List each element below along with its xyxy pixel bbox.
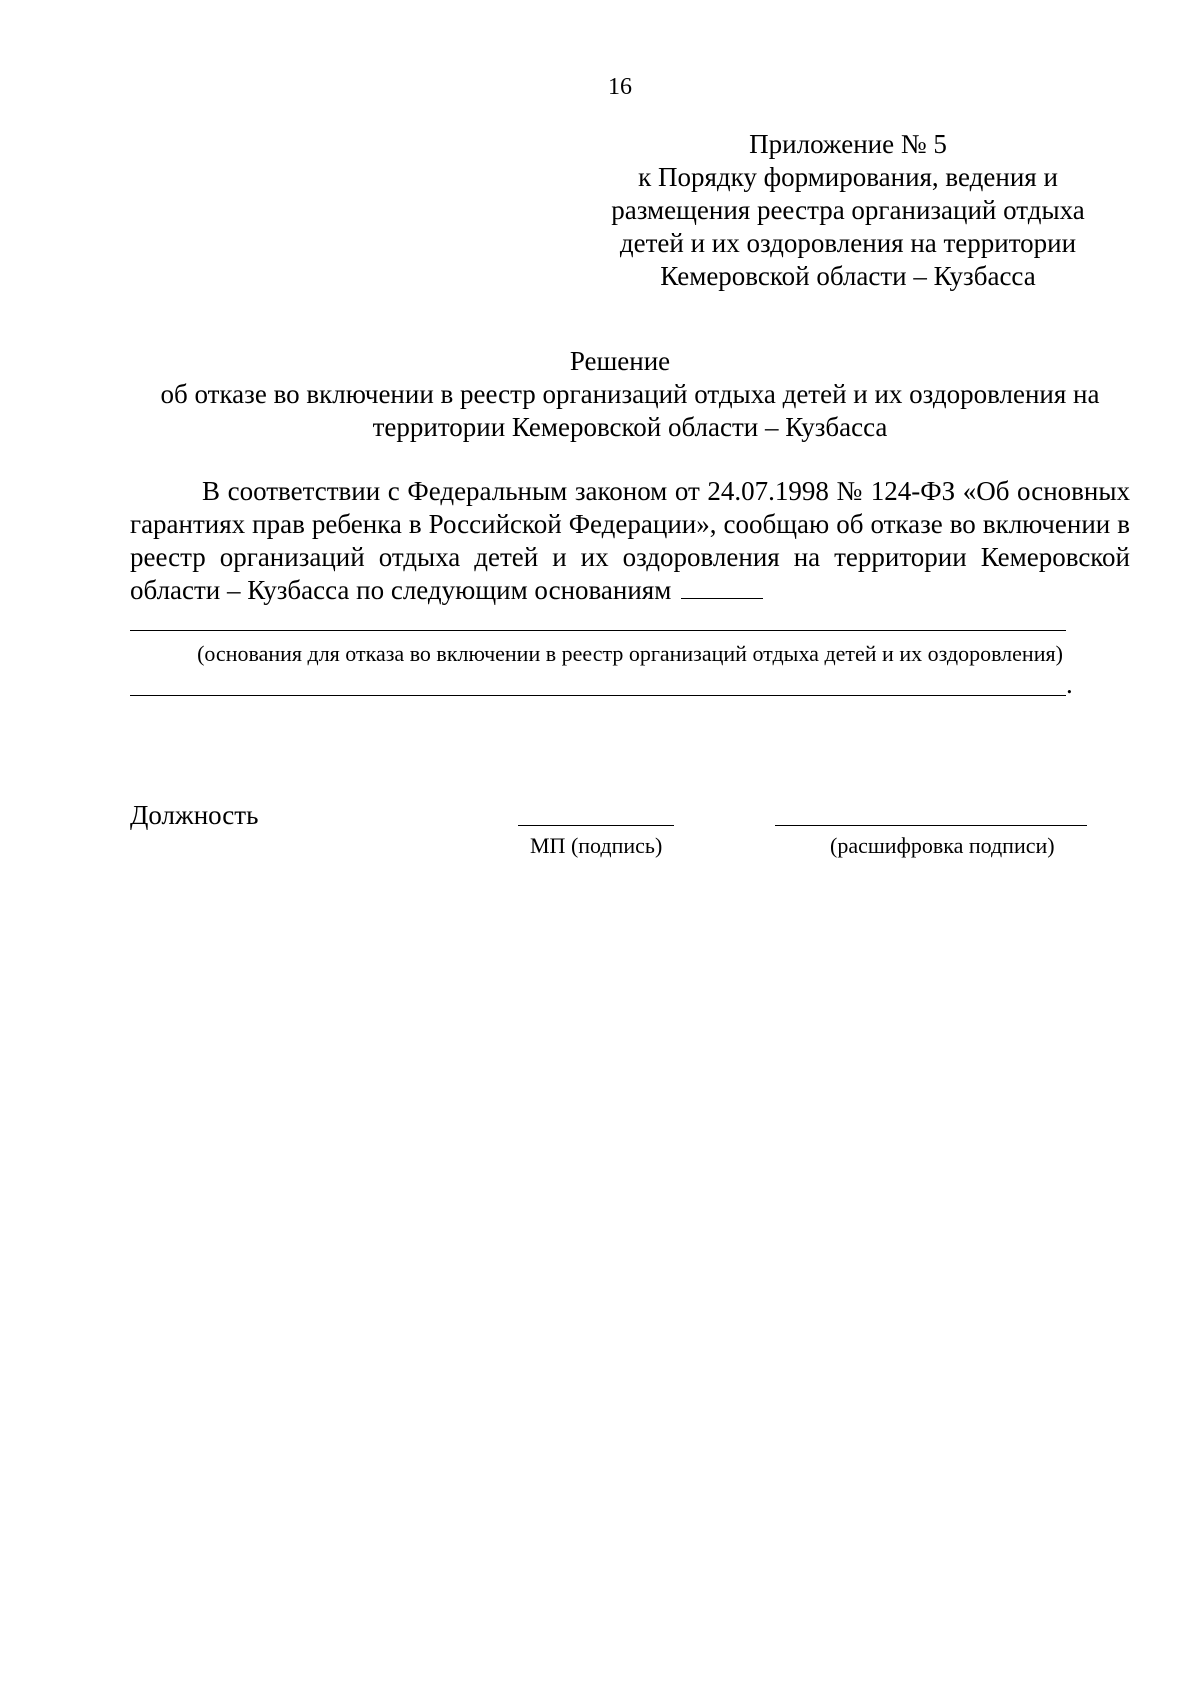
signature-caption: МП (подпись) xyxy=(530,833,663,858)
grounds-line-1 xyxy=(130,630,1066,631)
signature-decode-caption: (расшифровка подписи) xyxy=(830,833,1055,858)
appendix-line: размещения реестра организаций отдыха xyxy=(611,195,1085,225)
body-paragraph xyxy=(130,475,1130,607)
appendix-line: к Порядку формирования, ведения и xyxy=(638,162,1058,192)
grounds-hint: (основания для отказа во включении в реестр организаций отдыха детей и их оздоровления) xyxy=(197,641,1063,666)
appendix-line: Приложение № 5 xyxy=(749,129,947,159)
signature-line xyxy=(518,825,674,826)
appendix-line: Кемеровской области – Кузбасса xyxy=(660,261,1036,291)
appendix-block xyxy=(600,128,1096,293)
grounds-blank-line xyxy=(681,574,763,599)
line-end-period: . xyxy=(1066,669,1073,699)
signature-decode-line xyxy=(775,825,1087,826)
body-text: В соответствии с Федеральным законом от 24.07.1998 № 124-ФЗ «Об основных гарантиях прав ребенка в Российской Федерации», сообщаю об отказе во включении в реестр организаций отдыха детей и их оздоровления на территории Кемеровской области – Кузбасса по следующим основаниям xyxy=(130,476,1130,605)
document-title: Решение xyxy=(569,346,671,376)
appendix-line: детей и их оздоровления на территории xyxy=(619,228,1077,258)
grounds-line-2 xyxy=(130,695,1066,696)
page-number: 16 xyxy=(608,74,632,100)
position-label: Должность xyxy=(130,800,259,830)
document-subtitle: об отказе во включении в реестр организаций отдыха детей и их оздоровления на территории Кемеровской области – Кузбасса xyxy=(160,379,1100,442)
